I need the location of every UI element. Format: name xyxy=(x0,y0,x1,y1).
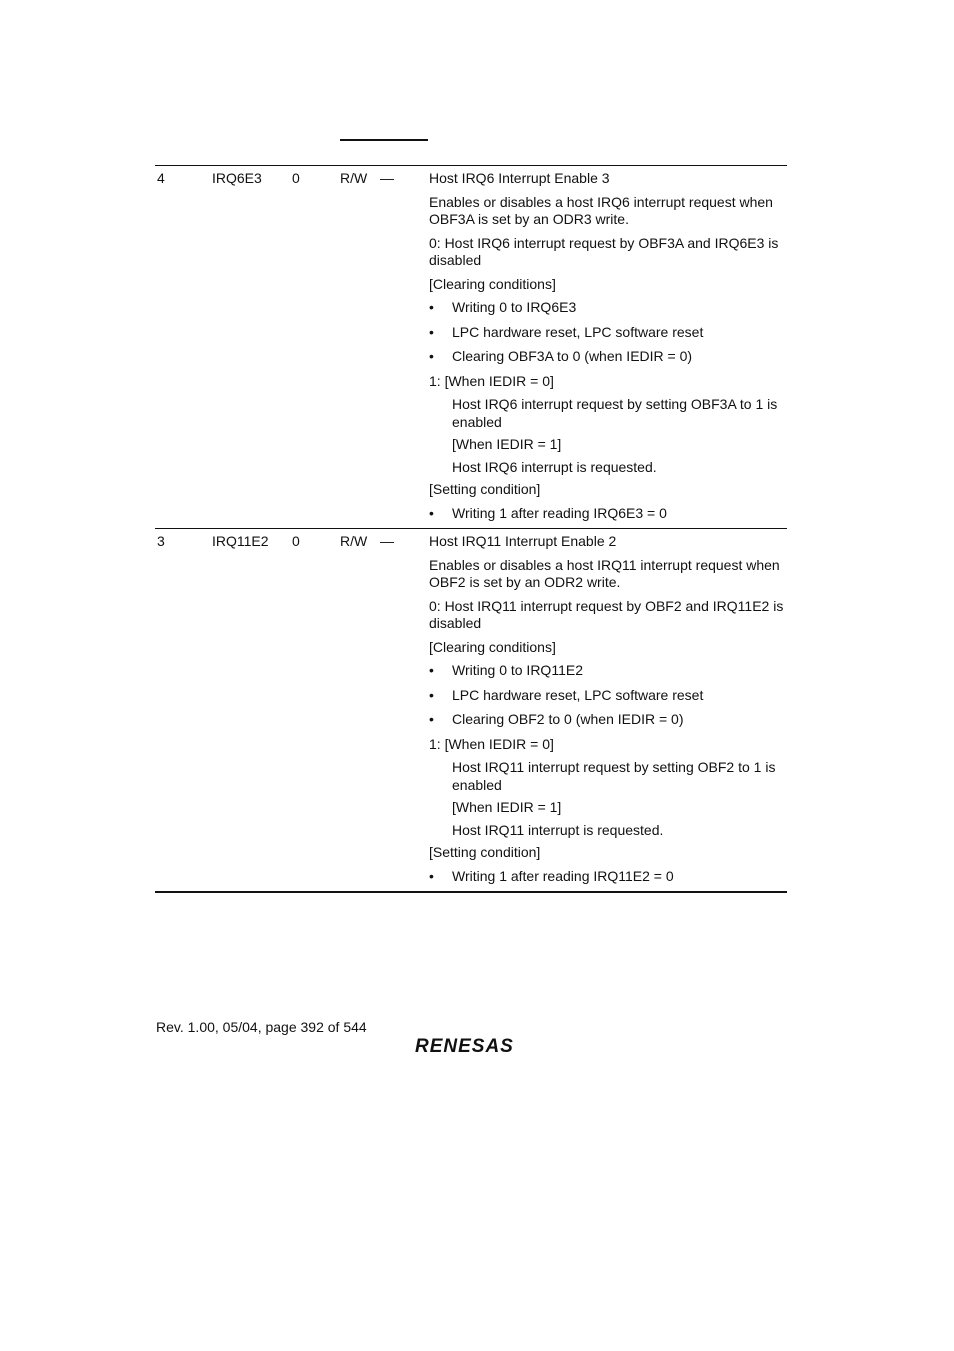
bit-name: IRQ11E2 xyxy=(212,533,269,549)
list-item: • Writing 0 to IRQ6E3 xyxy=(429,299,787,317)
description xyxy=(429,166,787,522)
list-item: • LPC hardware reset, LPC software reset xyxy=(429,687,787,705)
renesas-logo xyxy=(413,1036,535,1059)
renesas-logo-icon xyxy=(413,1036,535,1056)
list-item: • Clearing OBF2 to 0 (when IEDIR = 0) xyxy=(429,711,787,729)
setting-heading: [Setting condition] xyxy=(429,481,541,497)
description-title: Host IRQ11 Interrupt Enable 2 xyxy=(429,533,617,549)
bit-name: IRQ6E3 xyxy=(212,170,262,186)
description-title: Host IRQ6 Interrupt Enable 3 xyxy=(429,170,610,186)
value-zero-text: 0: Host IRQ11 interrupt request by OBF2 and IRQ11E2 is disabled xyxy=(429,597,784,631)
value-one-result: Host IRQ11 interrupt is requested. xyxy=(452,821,664,838)
table-row xyxy=(155,165,787,528)
clearing-heading: [Clearing conditions] xyxy=(429,638,556,655)
header-rule xyxy=(340,139,428,141)
bit-number: 3 xyxy=(157,533,165,549)
read-write: R/W xyxy=(340,533,368,549)
list-item: • Clearing OBF3A to 0 (when IEDIR = 0) xyxy=(429,348,787,366)
initial-value: 0 xyxy=(292,533,300,549)
value-zero-text: 0: Host IRQ6 interrupt request by OBF3A and IRQ6E3 is disabled xyxy=(429,234,779,268)
value-one-condition: [When IEDIR = 1] xyxy=(452,436,562,452)
dash-marker: — xyxy=(380,533,394,549)
value-one-result: Host IRQ6 interrupt is requested. xyxy=(452,458,657,475)
value-one-text: 1: [When IEDIR = 0] xyxy=(429,735,554,752)
dash-marker: — xyxy=(380,170,394,186)
list-item: • LPC hardware reset, LPC software reset xyxy=(429,324,787,342)
initial-value: 0 xyxy=(292,170,300,186)
description xyxy=(429,529,787,885)
value-one-condition: [When IEDIR = 1] xyxy=(452,799,562,815)
table-bottom-rule xyxy=(155,891,787,893)
list-item: • Writing 1 after reading IRQ11E2 = 0 xyxy=(429,868,787,886)
clearing-heading: [Clearing conditions] xyxy=(429,275,556,292)
svg-text:RENESAS: RENESAS xyxy=(415,1036,514,1056)
list-item: • Writing 0 to IRQ11E2 xyxy=(429,662,787,680)
page-footer: Rev. 1.00, 05/04, page 392 of 544 xyxy=(156,1019,367,1035)
description-text: Enables or disables a host IRQ6 interrupt request when OBF3A is set by an ODR3 write. xyxy=(429,193,773,227)
value-one-text: 1: [When IEDIR = 0] xyxy=(429,372,554,389)
table-row xyxy=(155,528,787,891)
setting-heading: [Setting condition] xyxy=(429,844,541,860)
description-text: Enables or disables a host IRQ11 interrupt request when OBF2 is set by an ODR2 write. xyxy=(429,556,780,590)
bit-number: 4 xyxy=(157,170,165,186)
value-one-detail: Host IRQ11 interrupt request by setting OBF2 to 1 is enabled xyxy=(452,759,776,793)
list-item: • Writing 1 after reading IRQ6E3 = 0 xyxy=(429,505,787,523)
read-write: R/W xyxy=(340,170,368,186)
value-one-detail: Host IRQ6 interrupt request by setting OBF3A to 1 is enabled xyxy=(452,396,778,430)
register-bit-table xyxy=(155,165,787,893)
